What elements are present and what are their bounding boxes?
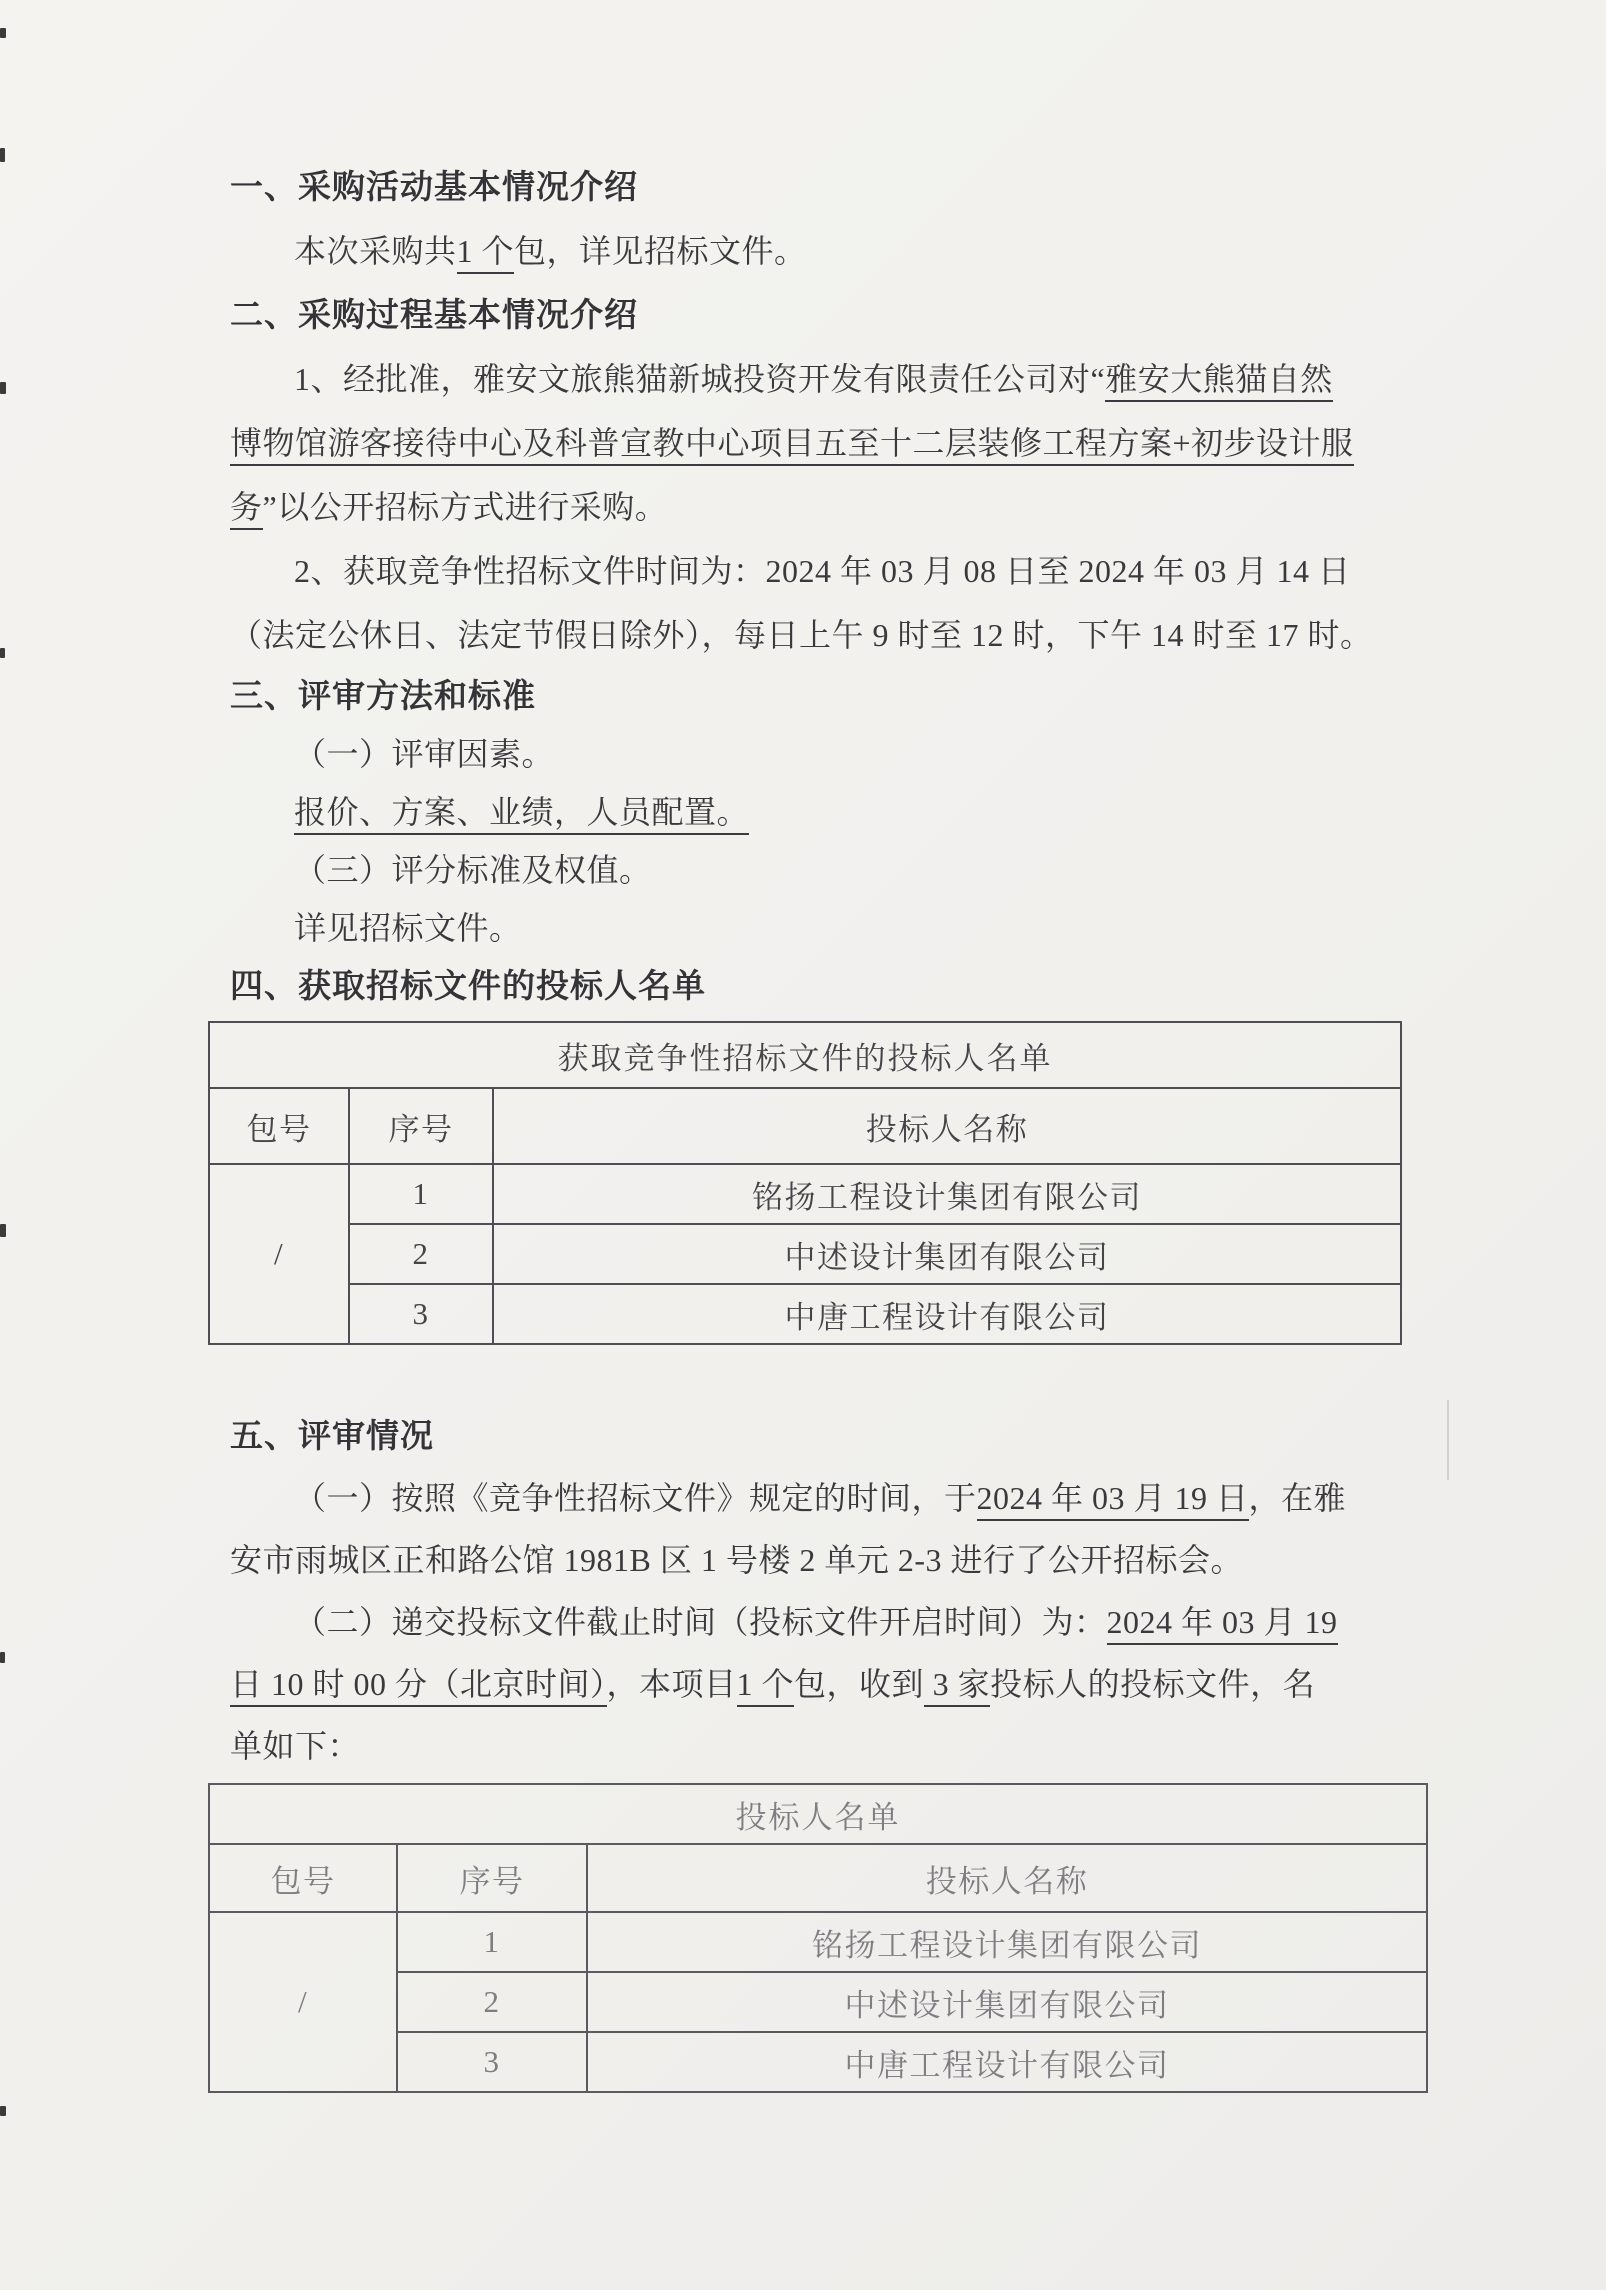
column-header-package: 包号	[209, 1844, 397, 1912]
cell-seq: 3	[349, 1284, 493, 1344]
section-3-note: 详见招标文件。	[294, 910, 522, 946]
column-header-bidder-name: 投标人名称	[587, 1844, 1427, 1912]
section-2-line-5: （法定公休日、法定节假日除外），每日上午 9 时至 12 时，下午 14 时至 17 时。	[230, 617, 1373, 653]
column-header-seq: 序号	[397, 1844, 587, 1912]
column-header-bidder-name: 投标人名称	[493, 1088, 1401, 1164]
package-count-underlined: 1 个	[737, 1666, 795, 1707]
package-count-underlined: 1 个	[457, 233, 515, 274]
deadline-time-underlined: 日 10 时 00 分（北京时间）	[230, 1666, 607, 1707]
cell-seq: 2	[397, 1972, 587, 2032]
project-name-underlined: 雅安大熊猫自然	[1105, 361, 1333, 402]
cell-bidder-name: 中唐工程设计有限公司	[493, 1284, 1401, 1344]
section-5-line-1	[208, 1467, 1478, 1529]
column-header-package: 包号	[209, 1088, 349, 1164]
table-title: 获取竞争性招标文件的投标人名单	[209, 1022, 1401, 1088]
tender-doc-recipients-table	[208, 1021, 1402, 1345]
section-1-paragraph	[208, 219, 1478, 283]
section-5-line-4	[208, 1653, 1478, 1715]
section-3-heading: 三、评审方法和标准	[230, 677, 536, 714]
section-2-heading: 二、采购过程基本情况介绍	[230, 296, 638, 333]
scan-artifact	[0, 1652, 5, 1663]
section-4-heading: 四、获取招标文件的投标人名单	[230, 967, 706, 1004]
deadline-date-underlined: 2024 年 03 月 19	[1107, 1604, 1338, 1645]
section-5-heading: 五、评审情况	[230, 1417, 434, 1454]
section-5-line-5: 单如下：	[230, 1728, 361, 1764]
project-name-underlined: 博物馆游客接待中心及科普宣教中心项目五至十二层装修工程方案+初步设计服	[230, 425, 1354, 466]
table-row	[209, 1912, 1427, 1972]
bidder-list-table	[208, 1783, 1428, 2093]
evaluation-factors-underlined: 报价、方案、业绩，人员配置。	[294, 794, 749, 835]
section-3-item-3: （三）评分标准及权值。	[294, 852, 652, 888]
section-2-line-1	[208, 347, 1478, 411]
table-row	[209, 1224, 1401, 1284]
cell-seq: 2	[349, 1224, 493, 1284]
opening-date-underlined: 2024 年 03 月 19 日	[977, 1480, 1249, 1521]
cell-seq: 1	[397, 1912, 587, 1972]
text-run: 投标人的投标文件，名	[990, 1666, 1316, 1702]
text-run: 包，收到	[794, 1666, 925, 1702]
project-name-underlined: 务	[230, 489, 263, 530]
text-run: ，本项目	[606, 1666, 737, 1702]
cell-bidder-name: 中述设计集团有限公司	[493, 1224, 1401, 1284]
cell-seq: 1	[349, 1164, 493, 1224]
table-title-row	[209, 1022, 1401, 1088]
table-row	[209, 1164, 1401, 1224]
table-header-row	[209, 1088, 1401, 1164]
text-run: 包，详见招标文件。	[514, 233, 807, 269]
section-evaluation-status	[208, 1405, 1478, 1777]
text-run: （一）按照《竞争性招标文件》规定的时间，于	[294, 1480, 977, 1516]
table-title-row	[209, 1784, 1427, 1844]
text-run: 本次采购共	[294, 233, 457, 269]
cell-bidder-name: 铭扬工程设计集团有限公司	[587, 1912, 1427, 1972]
section-2-line-4: 2、获取竞争性招标文件时间为：2024 年 03 月 08 日至 2024 年 03 月 14 日	[294, 553, 1351, 589]
text-run: ”以公开招标方式进行采购。	[262, 489, 668, 525]
table-title: 投标人名单	[209, 1784, 1427, 1844]
scan-artifact	[0, 648, 5, 658]
section-2-line-3	[208, 475, 1478, 539]
text-run: （二）递交投标文件截止时间（投标文件开启时间）为：	[294, 1604, 1107, 1640]
column-header-seq: 序号	[349, 1088, 493, 1164]
table-header-row	[209, 1844, 1427, 1912]
section-procurement-activity	[208, 155, 1478, 667]
section-5-line-3	[208, 1591, 1478, 1653]
section-3-factors	[208, 783, 1478, 841]
scan-artifact	[0, 148, 5, 162]
scan-artifact	[0, 1224, 6, 1237]
section-evaluation-method	[208, 667, 1478, 1015]
cell-bidder-name: 中唐工程设计有限公司	[587, 2032, 1427, 2092]
section-3-item-1: （一）评审因素。	[294, 736, 555, 772]
section-2-line-2	[208, 411, 1478, 475]
table-row	[209, 1284, 1401, 1344]
scan-artifact	[0, 2106, 6, 2116]
text-run: ，在雅	[1248, 1480, 1347, 1516]
text-run: 1、经批准，雅安文旅熊猫新城投资开发有限责任公司对“	[294, 361, 1106, 397]
cell-seq: 3	[397, 2032, 587, 2092]
scan-artifact	[0, 28, 6, 38]
section-5-line-2: 安市雨城区正和路公馆 1981B 区 1 号楼 2 单元 2-3 进行了公开招标会。	[230, 1542, 1244, 1578]
scan-artifact	[0, 382, 6, 394]
cell-package-number: /	[209, 1912, 397, 2092]
cell-bidder-name: 铭扬工程设计集团有限公司	[493, 1164, 1401, 1224]
bidder-count-underlined: 3 家	[924, 1666, 990, 1707]
section-1-heading: 一、采购活动基本情况介绍	[230, 168, 638, 205]
cell-package-number: /	[209, 1164, 349, 1344]
cell-bidder-name: 中述设计集团有限公司	[587, 1972, 1427, 2032]
